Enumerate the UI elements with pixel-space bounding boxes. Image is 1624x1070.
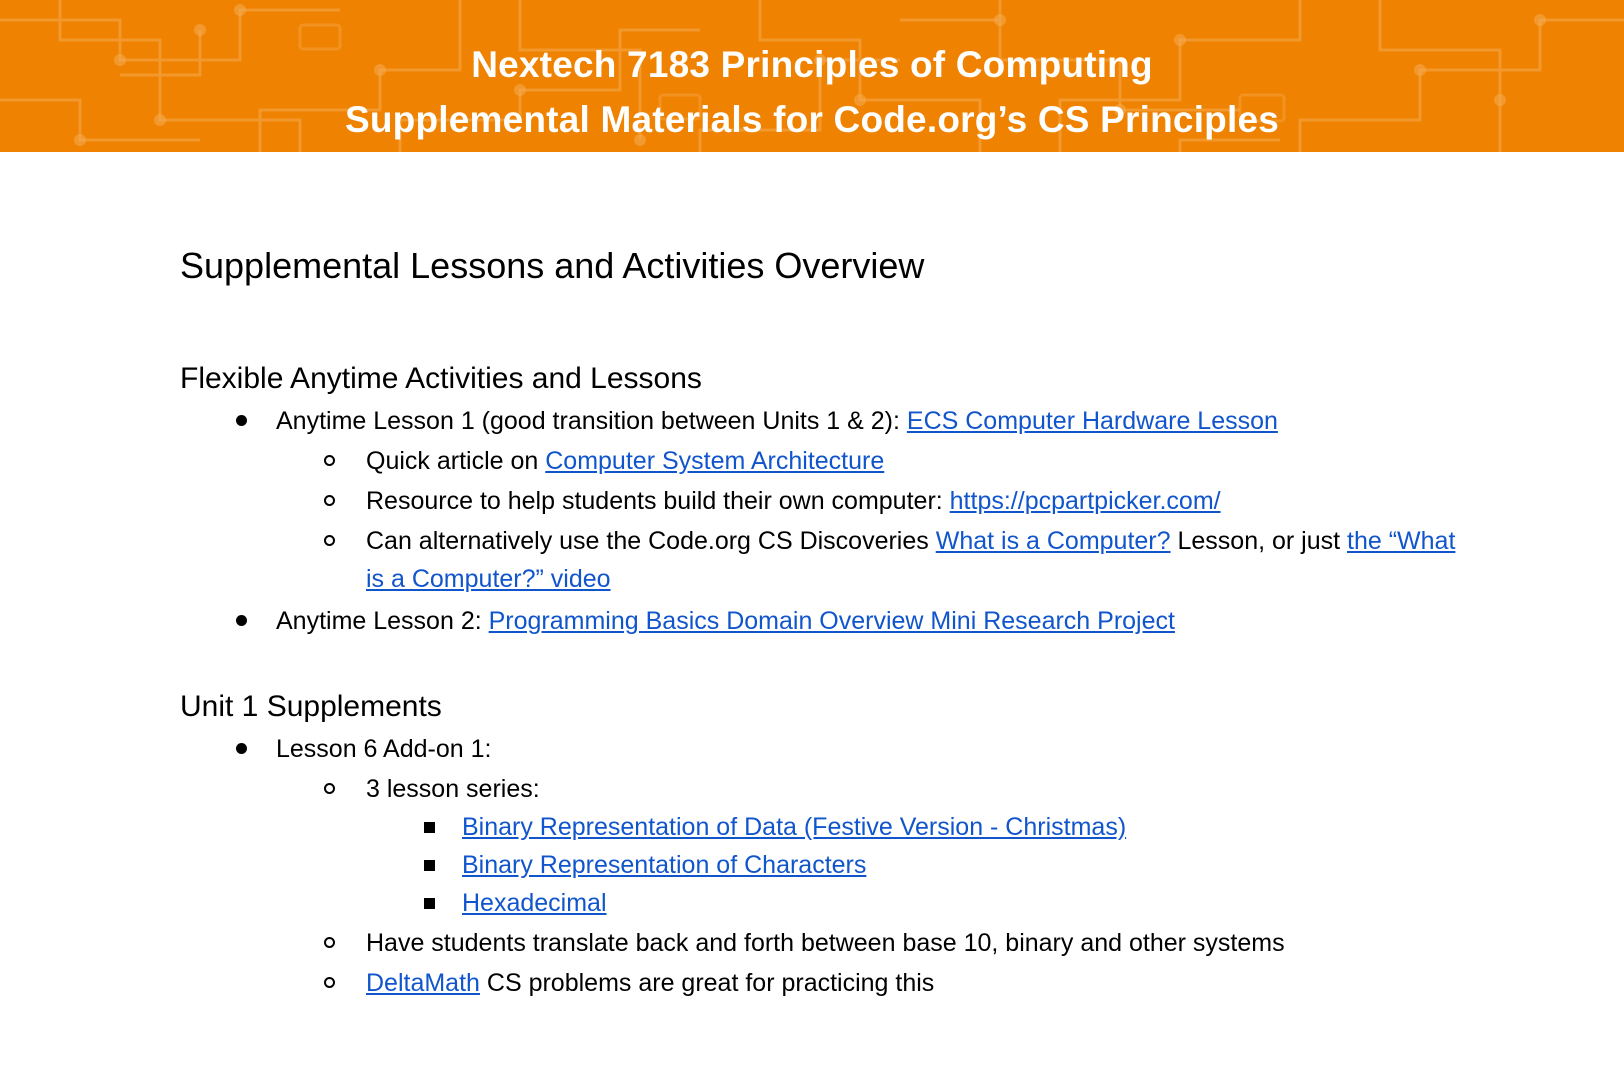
bullet-square-icon: [424, 860, 435, 871]
item-text: Quick article on: [366, 447, 546, 475]
banner-title: [0, 0, 1624, 147]
bullet-circle-icon: [324, 455, 335, 466]
list-item: [276, 924, 1474, 962]
list-item: [276, 522, 1474, 598]
link-pcpartpicker[interactable]: https://pcpartpicker.com/: [949, 487, 1221, 515]
item-text: 3 lesson series:: [366, 775, 540, 803]
item-text: CS problems are great for practicing this: [479, 969, 935, 997]
list-item: [366, 846, 1474, 884]
item-text: Have students translate back and forth between base 10, binary and other systems: [366, 929, 1285, 957]
bullet-disc-icon: [236, 415, 247, 426]
list-item: [276, 442, 1474, 480]
page-title: Supplemental Lessons and Activities Overview: [180, 245, 925, 286]
link-what-is-a-computer-lesson[interactable]: What is a Computer?: [935, 527, 1171, 555]
sublist: [276, 442, 1474, 598]
page-banner: [0, 0, 1624, 152]
bullet-circle-icon: [324, 535, 335, 546]
item-text: Can alternatively use the Code.org CS Discoveries: [366, 527, 936, 555]
item-text: Anytime Lesson 2:: [276, 607, 489, 635]
list-item: [180, 602, 1474, 640]
bullet-circle-icon: [324, 977, 335, 988]
list-item: [366, 884, 1474, 922]
link-programming-basics-mini-research-project[interactable]: Programming Basics Domain Overview Mini Research Project: [488, 607, 1175, 635]
item-text: Anytime Lesson 1 (good transition between Units 1 & 2):: [276, 407, 907, 435]
link-what-is-a-computer-video[interactable]: the “What is a Computer?” video: [366, 527, 1456, 593]
sublist: [366, 808, 1474, 922]
bullet-circle-icon: [324, 937, 335, 948]
list-flexible-anytime: [180, 402, 1474, 640]
list-item: [180, 402, 1474, 598]
bullet-circle-icon: [324, 495, 335, 506]
bullet-square-icon: [424, 822, 435, 833]
item-text: Lesson 6 Add-on 1:: [276, 735, 492, 763]
section-heading-flexible-anytime: Flexible Anytime Activities and Lessons: [180, 362, 702, 395]
list-item: [366, 808, 1474, 846]
bullet-disc-icon: [236, 615, 247, 626]
bullet-square-icon: [424, 898, 435, 909]
document-body: [0, 152, 1624, 1002]
banner-title-line-2: Supplemental Materials for Code.org’s CS Principles: [344, 99, 1280, 140]
list-item: [276, 770, 1474, 922]
bullet-circle-icon: [324, 783, 335, 794]
list-item: [180, 730, 1474, 1002]
list-item: [276, 482, 1474, 520]
link-ecs-computer-hardware-lesson[interactable]: ECS Computer Hardware Lesson: [906, 407, 1278, 435]
banner-title-line-1: Nextech 7183 Principles of Computing: [471, 44, 1153, 85]
bullet-disc-icon: [236, 743, 247, 754]
link-computer-system-architecture[interactable]: Computer System Architecture: [545, 447, 885, 475]
item-text: Resource to help students build their own computer:: [366, 487, 950, 515]
section-heading-unit-1-supplements: Unit 1 Supplements: [180, 690, 442, 723]
link-deltamath[interactable]: DeltaMath: [366, 969, 480, 997]
sublist: [276, 770, 1474, 1002]
link-binary-representation-of-data[interactable]: Binary Representation of Data (Festive Version - Christmas): [462, 813, 1127, 841]
list-item: [276, 964, 1474, 1002]
link-binary-representation-of-characters[interactable]: Binary Representation of Characters: [462, 851, 867, 879]
list-unit-1-supplements: [180, 730, 1474, 1002]
item-text: Lesson, or just: [1170, 527, 1348, 555]
link-hexadecimal[interactable]: Hexadecimal: [462, 889, 607, 917]
